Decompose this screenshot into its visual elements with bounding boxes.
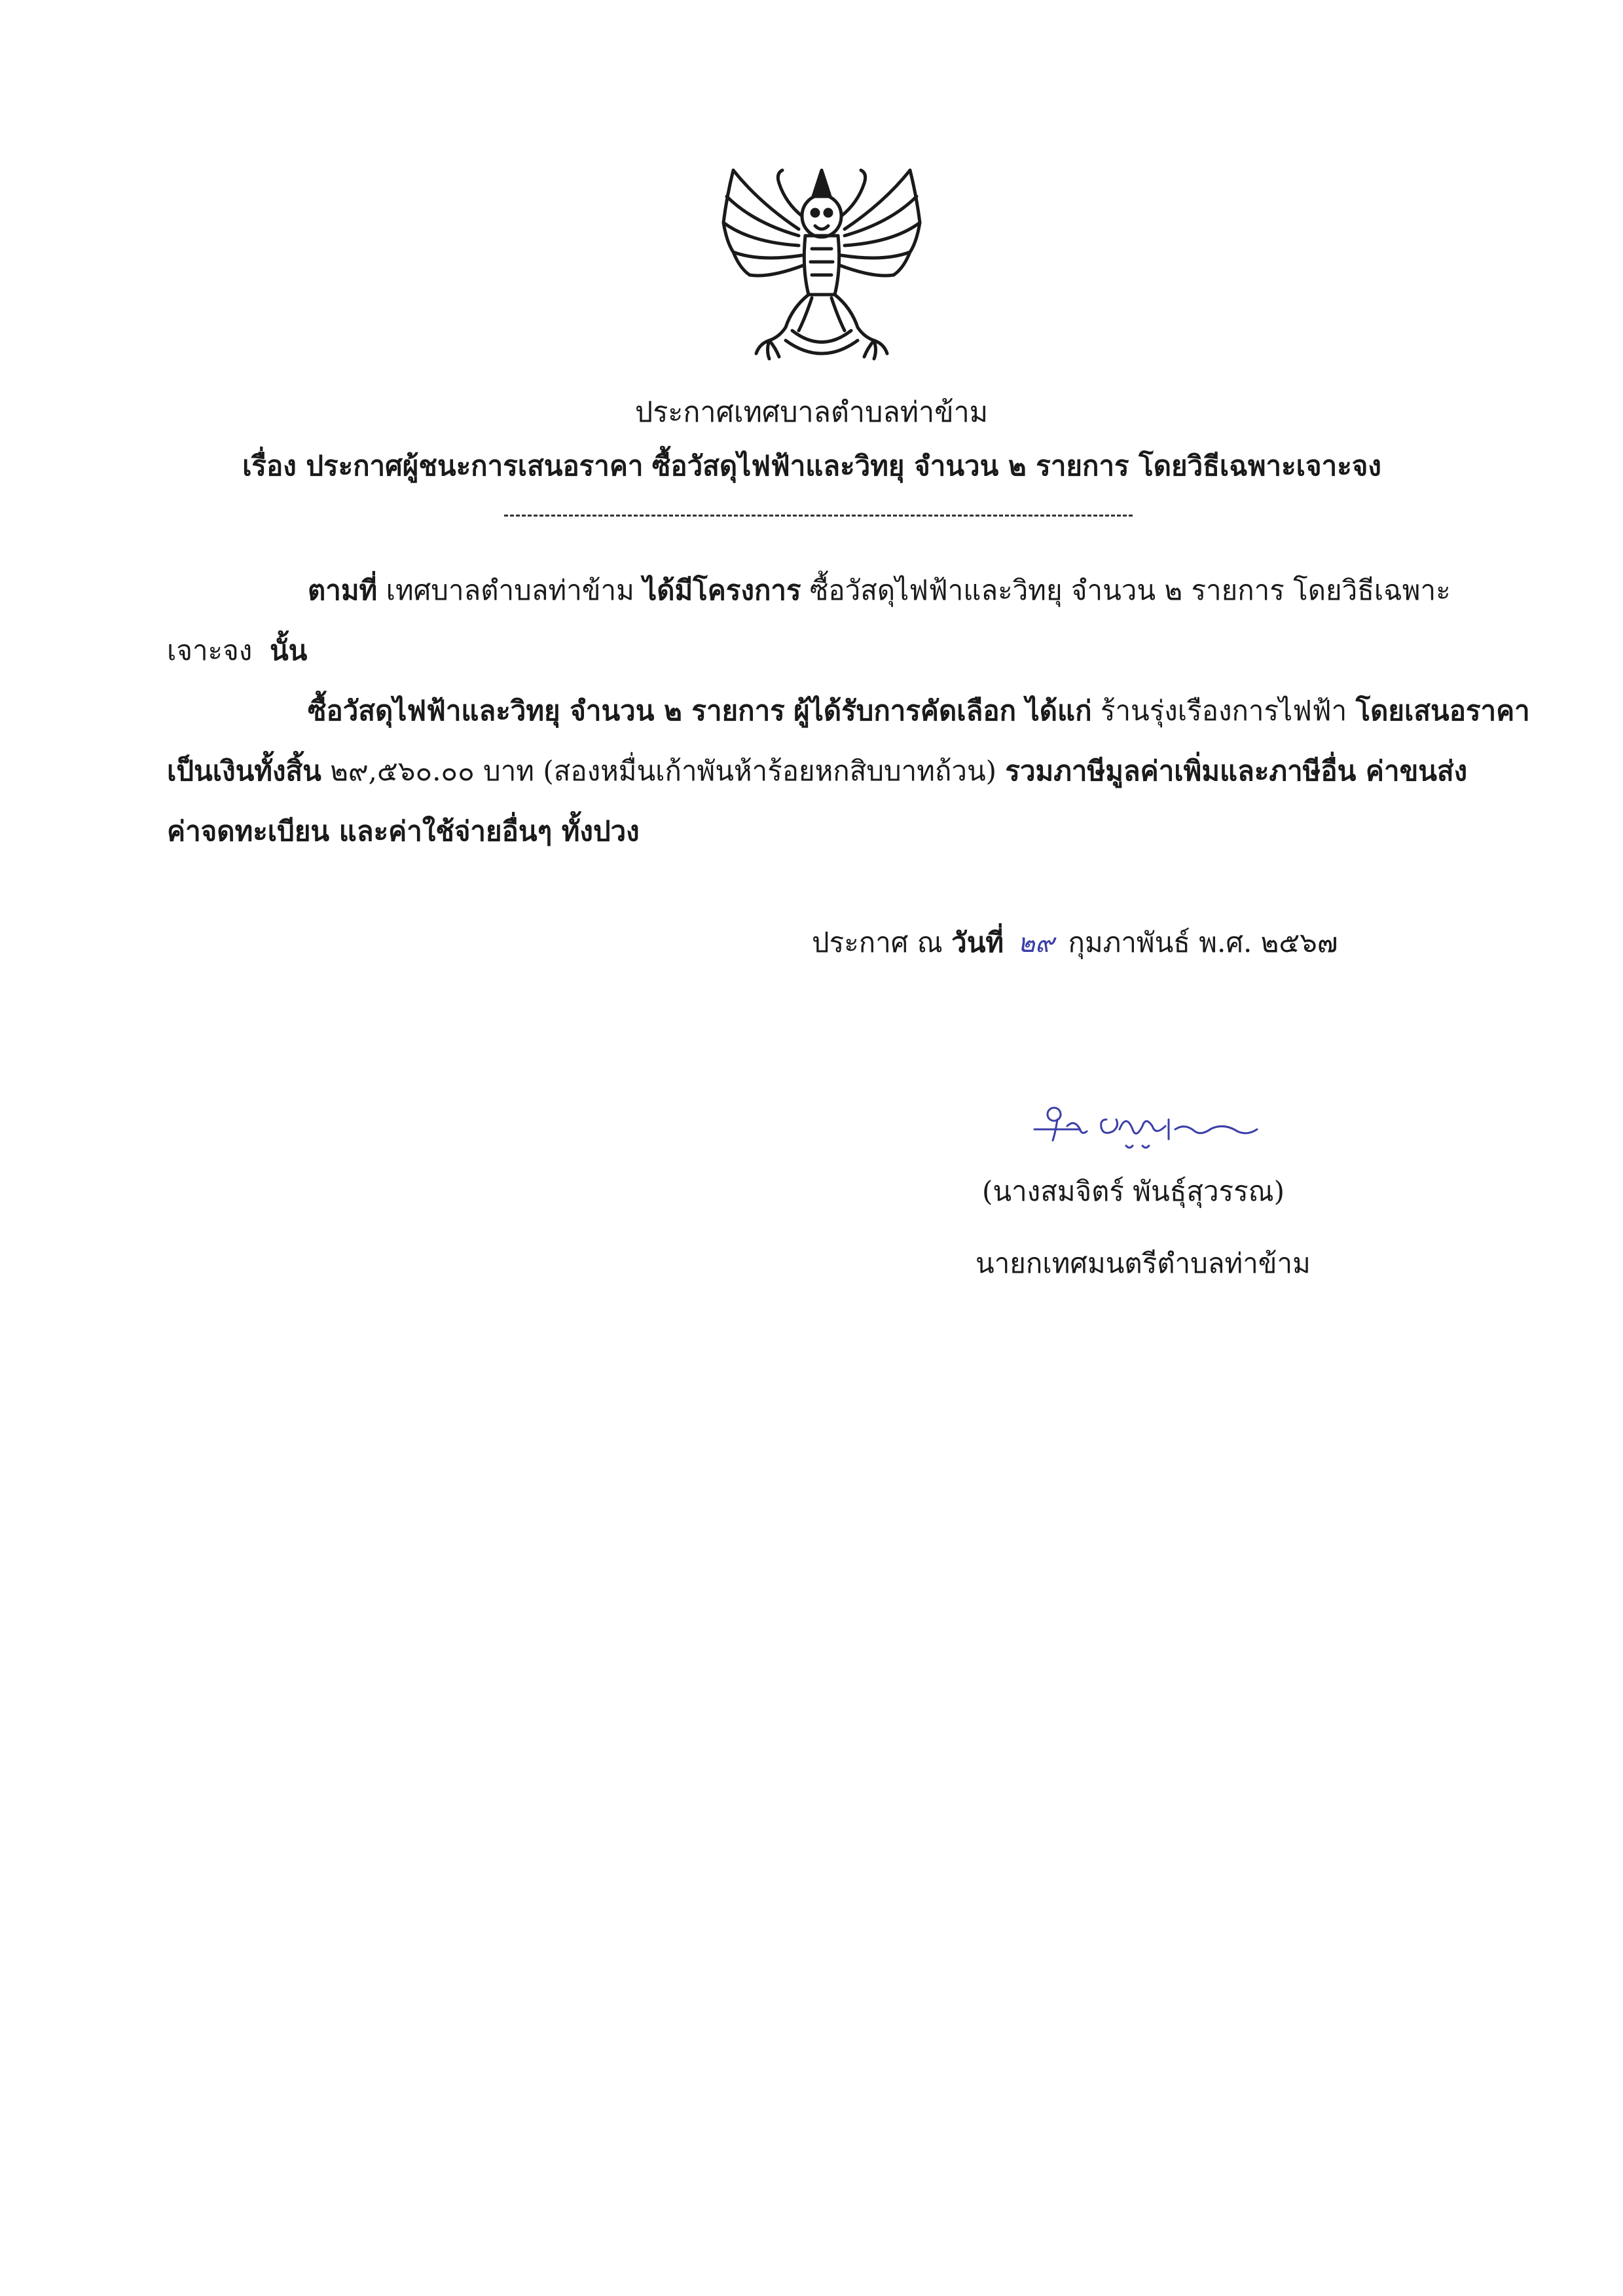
text-segment: ผู้ได้รับการคัดเลือก ได้แก่ (793, 695, 1092, 727)
text-segment: รวมภาษีมูลค่าเพิ่มและภาษีอื่น ค่าขนส่ง (1005, 755, 1468, 787)
text-segment: เทศบาลตำบลท่าข้าม (386, 574, 634, 606)
paragraph-winner-line-1 (167, 681, 1530, 741)
issuer-title: ประกาศเทศบาลตำบลท่าข้าม (634, 396, 989, 429)
subject-lead: เรื่อง ประกาศผู้ชนะการเสนอราคา (242, 450, 644, 482)
text-segment: ซื้อวัสดุไฟฟ้าและวิทยุ จำนวน ๒ รายการ (308, 695, 785, 727)
announcement-date (812, 923, 1338, 963)
paragraph-winner-line-2 (167, 741, 1470, 801)
signer-name: (นางสมจิตร์ พันธุ์สุวรรณ) (982, 1175, 1285, 1207)
paragraph-project-line-2 (167, 621, 1470, 681)
text-segment: เจาะจง (167, 634, 253, 666)
text-segment: เป็นเงินทั้งสิ้น (167, 755, 321, 787)
paragraph-winner (167, 681, 1530, 862)
paragraph-project-line-1 (167, 560, 1470, 621)
paragraph-project (167, 560, 1470, 681)
text-segment: ค่าจดทะเบียน และค่าใช้จ่ายอื่นๆ ทั้งปวง (167, 815, 640, 847)
text-segment: โดยเสนอราคา (1355, 695, 1530, 727)
text-segment: ซื้อวัสดุไฟฟ้าและวิทยุ จำนวน ๒ รายการ โดยวิธีเฉพาะ (809, 574, 1451, 606)
date-month-year: กุมภาพันธ์ พ.ศ. ๒๕๖๗ (1068, 926, 1338, 958)
text-segment: ตามที่ (308, 574, 378, 606)
date-prefix: ประกาศ ณ (812, 926, 943, 958)
bid-amount: ๒๙,๕๖๐.๐๐ บาท (สองหมื่นเก้าพันห้าร้อยหกสิบบาทถ้วน) (330, 755, 997, 787)
paragraph-winner-line-3 (167, 801, 1470, 862)
text-segment: ได้มีโครงการ (643, 574, 801, 606)
winner-name: ร้านรุ่งเรืองการไฟฟ้า (1100, 695, 1347, 727)
dashed-separator (504, 515, 1133, 517)
subject-rest: ซื้อวัสดุไฟฟ้าและวิทยุ จำนวน ๒ รายการ โดยวิธีเฉพาะเจาะจง (651, 450, 1381, 482)
text-segment: นั้น (269, 634, 308, 666)
date-day-label: วันที่ (951, 926, 1004, 958)
subject-line (164, 446, 1460, 486)
signer-position: นายกเทศมนตรีตำบลท่าข้าม (976, 1247, 1311, 1279)
handwritten-signature-icon (1028, 1100, 1264, 1159)
garuda-emblem-icon (714, 157, 930, 373)
date-day-handwritten: ๒๙ (1017, 928, 1055, 958)
